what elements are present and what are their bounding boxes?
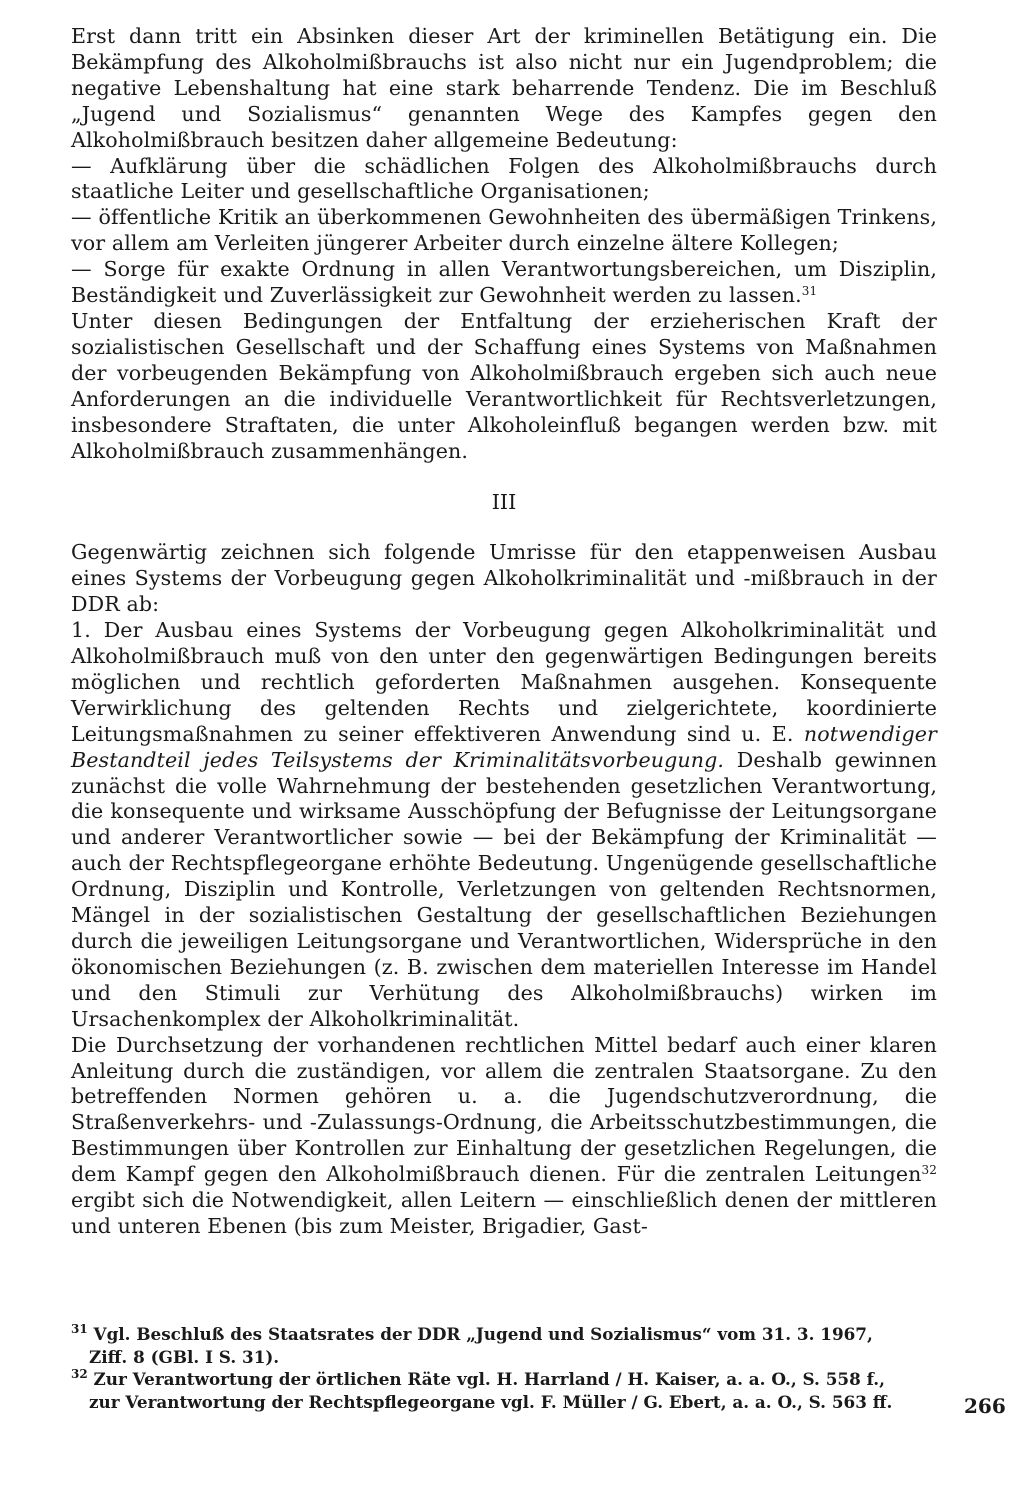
footnote-31-line-1: Vgl. Beschluß des Staatsrates der DDR „Jugend und Sozialismus“ vom 31. 3. 1967, [87,1324,873,1344]
paragraph-intro: Erst dann tritt ein Absinken dieser Art der kriminellen Betätigung ein. Die Bekämpfung des Alkoholmißbrauchs ist also nicht nur ein Jugendproblem; die negative Lebenshaltung hat eine stark beharrende Tendenz. Die im Beschluß „Jugend und Sozialismus“ genannten Wege des Kampfes gegen den Alkoholmißbrauch besitzen daher allgemeine Bedeutung: [71,24,937,152]
paragraph-bedingungen: Unter diesen Bedingungen der Entfaltung der erzieherischen Kraft der sozialistischen Gesellschaft und der Schaffung eines Systems von Maßnahmen der vorbeugenden Bekämpfung von Alkoholmißbrauch ergeben sich auch neue Anforderungen an die individuelle Verantwortlichkeit für Rechtsverletzungen, insbesondere Straftaten, die unter Alkoholeinfluß begangen werden bzw. mit Alkoholmißbrauch zusammenhängen. [71,308,937,463]
section-heading: III [491,490,517,515]
footnote-31-number: 31 [71,1322,88,1336]
paragraph-umrisse: Gegenwärtig zeichnen sich folgende Umrisse für den etappenweisen Ausbau eines Systems der Vorbeugung gegen Alkoholkriminalität und -mißbrauch in der DDR ab: [71,540,937,617]
spacer [71,464,937,489]
paragraph-durchsetzung-text-b: ergibt sich die Notwendigkeit, allen Leitern — einschließlich denen der mittleren und unteren Ebenen (bis zum Meister, Brigadier, Gast- [71,1188,937,1238]
footnote-32 [71,1368,941,1413]
list-item-kritik: — öffentliche Kritik an überkommenen Gewohnheiten des übermäßigen Trinkens, vor allem am Verleiten jüngerer Arbeiter durch einzelne ältere Kollegen; [71,205,937,256]
list-item-ordnung-text: — Sorge für exakte Ordnung in allen Verantwortungsbereichen, um Disziplin, Beständigkeit und Zuverlässigkeit zur Gewohnheit werden zu lassen. [71,257,937,308]
list-item-aufklaerung: — Aufklärung über die schädlichen Folgen des Alkoholmißbrauchs durch staatliche Leiter und gesellschaftliche Organisationen; [71,153,937,204]
list-item-ordnung [71,257,937,309]
footnote-ref-31: 31 [801,284,818,299]
paragraph-punkt-1-emphasis: notwendiger Bestandteil jedes Teilsystems der Kriminalitätsvorbeugung. [71,721,937,772]
footnote-32-line-1: Zur Verantwortung der örtlichen Räte vgl. H. Harrland / H. Kaiser, a. a. O., S. 558 f., [87,1369,885,1389]
footnote-31 [71,1323,941,1368]
page-body [71,24,937,1240]
paragraph-durchsetzung-text-a: Die Durchsetzung der vorhandenen rechtlichen Mittel bedarf auch einer klaren Anleitung durch die zuständigen, vor allem die zentralen Staatsorgane. Zu den betreffenden Normen gehören u. a. die Jugendschutzverordnung, die Straßenverkehrs- und -Zulassungs-Ordnung, die Arbeitsschutzbestimmungen, die Bestimmungen über Kontrollen zur Einhaltung der gesetzlichen Regelungen, die dem Kampf gegen den Alkoholmißbrauch dienen. Für die zentralen Leitungen [71,1032,937,1187]
footnote-31-line-2: Ziff. 8 (GBl. I S. 31). [89,1346,280,1367]
footnote-32-number: 32 [71,1367,88,1381]
footnote-32-line-2: zur Verantwortung der Rechtspflegeorgane vgl. F. Müller / G. Ebert, a. a. O., S. 563 ff. [89,1391,893,1412]
spacer [71,515,937,540]
paragraph-punkt-1 [71,618,937,1033]
page-number: 266 [964,1394,1006,1418]
footnotes [71,1323,941,1413]
paragraph-punkt-1-text-a: 1. Der Ausbau eines Systems der Vorbeugung gegen Alkoholkriminalität und Alkoholmißbrauch muß von den unter den gegenwärtigen Bedingungen bereits möglichen und rechtlich geforderten Maßnahmen ausgehen. Konsequente Verwirklichung des geltenden Rechts und zielgerichtete, koordinierte Leitungsmaßnahmen zu seiner effektiveren Anwendung sind u. E. [71,618,937,746]
paragraph-punkt-1-text-b: Deshalb gewinnen zunächst die volle Wahrnehmung der bestehenden gesetzlichen Verantwortung, die konsequente und wirksame Ausschöpfung der Befugnisse der Leitungsorgane und anderer Verantwortlicher sowie — bei der Bekämpfung der Kriminalität — auch der Rechtspflegeorgane erhöhte Bedeutung. Ungenügende gesellschaftliche Ordnung, Disziplin und Kontrolle, Verletzungen von geltenden Rechtsnormen, Mängel in der sozialistischen Gestaltung der gesellschaftlichen Beziehungen durch die jeweiligen Leitungsorgane und Verantwortlichen, Widersprüche in den ökonomischen Beziehungen (z. B. zwischen dem materiellen Interesse im Handel und den Stimuli zur Verhütung des Alkoholmißbrauchs) wirken im Ursachenkomplex der Alkoholkriminalität. [71,747,937,1031]
footnote-ref-32: 32 [921,1163,937,1178]
paragraph-durchsetzung [71,1033,937,1240]
